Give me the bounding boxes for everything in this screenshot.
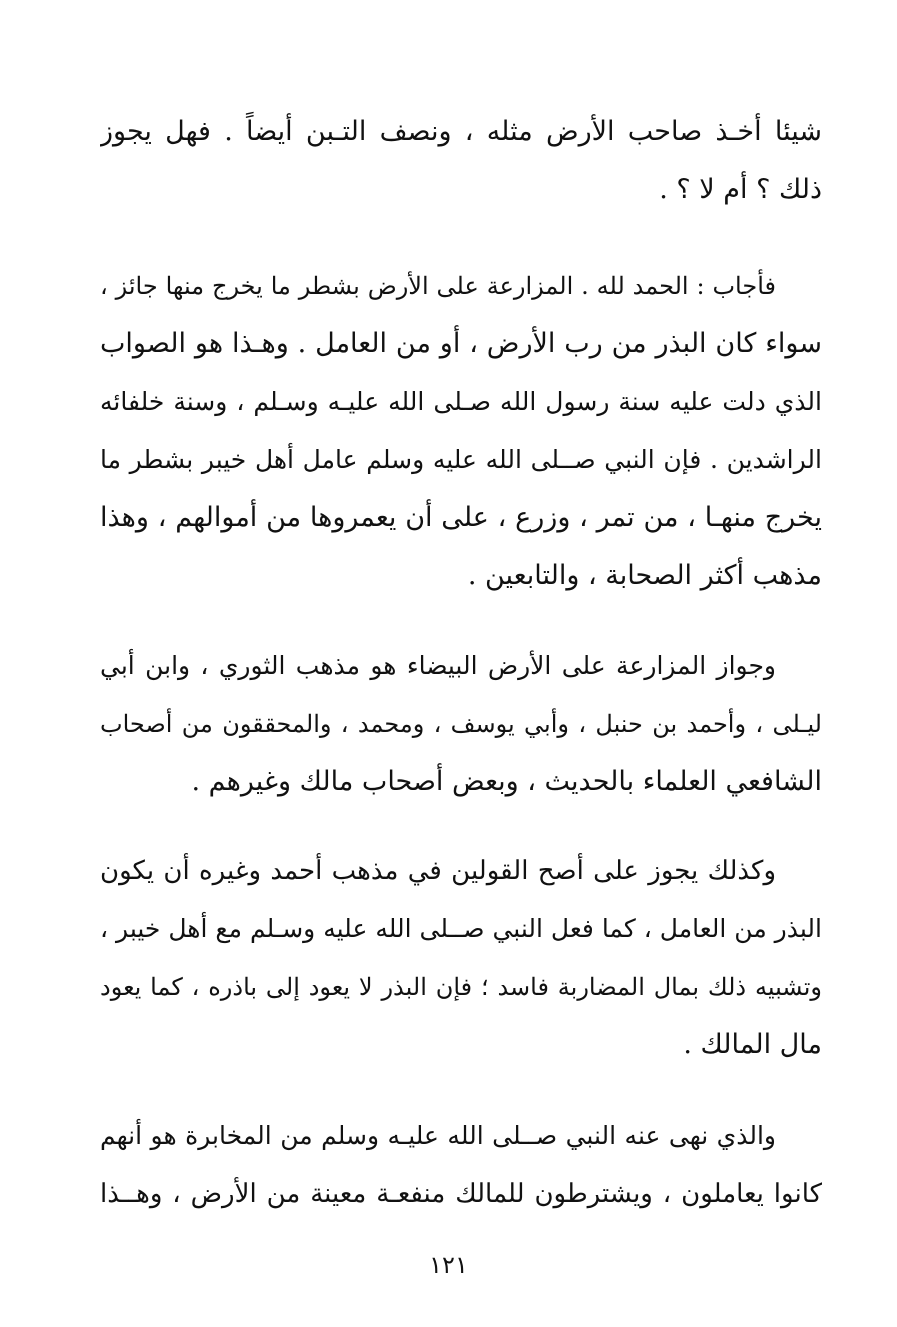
text-line: وكذلك يجوز على أصح القولين في مذهب أحمد وغيره أن يكون: [100, 856, 776, 886]
text-line: والذي نهى عنه النبي صــلى الله عليـه وسلم من المخابرة هو أنهم: [100, 1121, 776, 1150]
text-line: كانوا يعاملون ، ويشترطون للمالك منفعـة معينة من الأرض ، وهــذا: [100, 1179, 822, 1209]
text-line: ذلك ؟ أم لا ؟ .: [659, 174, 822, 205]
text-line: وتشبيه ذلك بمال المضاربة فاسد ؛ فإن البذر لا يعود إلى باذره ، كما يعود: [100, 973, 822, 1001]
text-line: ليـلى ، وأحمد بن حنبل ، وأبي يوسف ، ومحمد ، والمحققون من أصحاب: [100, 710, 822, 738]
paragraph-4: [100, 842, 822, 1074]
text-line: الشافعي العلماء بالحديث ، وبعض أصحاب مالك وغيرهم .: [191, 766, 822, 797]
paragraph-1: [100, 103, 822, 219]
text-line: وجواز المزارعة على الأرض البيضاء هو مذهب الثوري ، وابن أبي: [100, 651, 776, 680]
text-line: الراشدين . فإن النبي صــلى الله عليه وسلم عامل أهل خيبر بشطر ما: [100, 445, 822, 474]
paragraph-2: [100, 257, 822, 605]
text-line: الذي دلت عليه سنة رسول الله صـلى الله عليـه وسـلم ، وسنة خلفائه: [100, 387, 822, 416]
text-line: شيئا أخـذ صاحب الأرض مثله ، ونصف التـبن أيضاً . فهل يجوز: [100, 116, 822, 147]
paragraph-5: [100, 1107, 822, 1223]
text-line: مذهب أكثر الصحابة ، والتابعين .: [467, 560, 822, 591]
page-number: ١٢١: [429, 1251, 468, 1279]
text-line: فأجاب : الحمد لله . المزارعة على الأرض بشطر ما يخرج منها جائز ،: [100, 272, 776, 300]
text-line: يخرج منهـا ، من تمر ، وزرع ، على أن يعمروها من أموالهم ، وهذا: [100, 502, 822, 533]
paragraph-3: [100, 637, 822, 811]
text-line: البذر من العامل ، كما فعل النبي صــلى الله عليه وسـلم مع أهل خيبر ،: [100, 914, 822, 943]
text-line: مال المالك .: [683, 1029, 822, 1060]
text-line: سواء كان البذر من رب الأرض ، أو من العامل . وهـذا هو الصواب: [100, 328, 822, 359]
